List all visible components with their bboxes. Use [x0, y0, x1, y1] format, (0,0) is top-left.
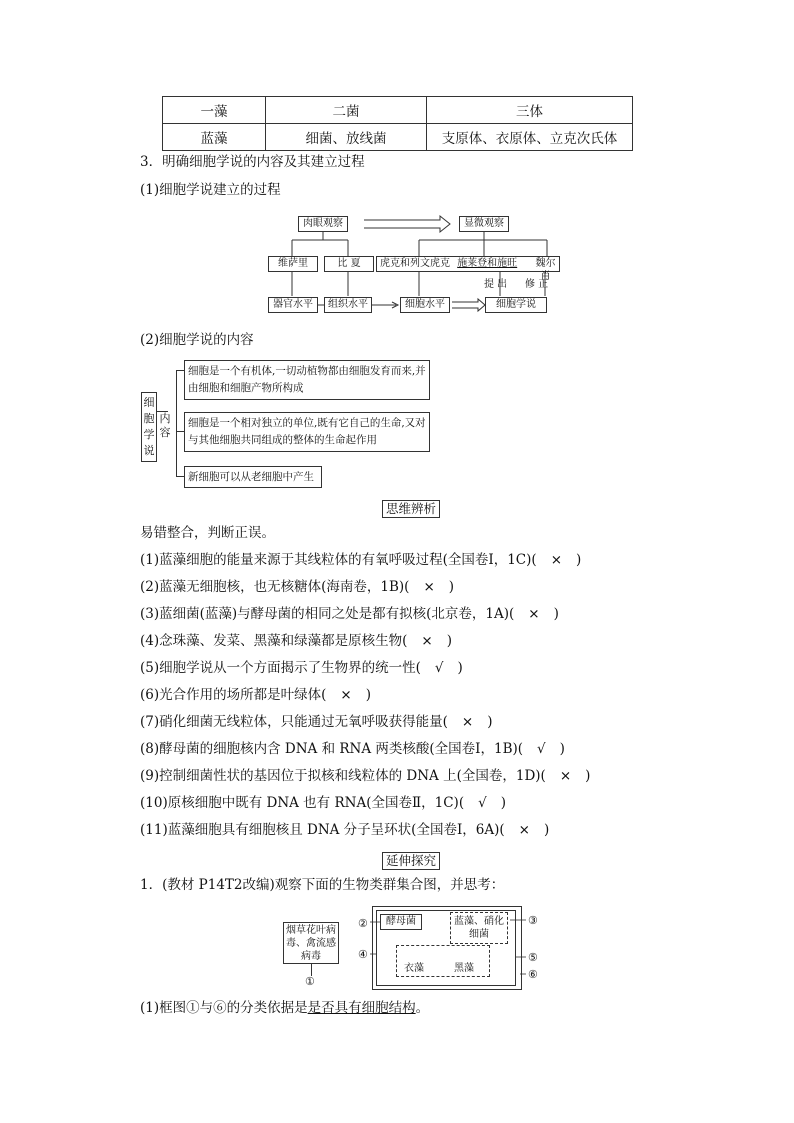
content-item-2: 细胞是一个相对独立的单位,既有它自己的生命,又对与其他细胞共同组成的整体的生命起作用 — [184, 412, 430, 452]
judgment-end: ) — [457, 660, 463, 676]
propose-label: 提 出 — [484, 279, 508, 290]
table-header: 二菌 — [266, 97, 427, 124]
judgment-end: ) — [553, 606, 559, 622]
judgment-end: ) — [446, 633, 452, 649]
judgment-item — [140, 605, 590, 632]
connector-line — [176, 431, 184, 432]
label-1: ① — [305, 975, 315, 988]
answer-prefix: (1)框图①与⑥的分类依据是 — [140, 1000, 308, 1016]
judgment-end: ) — [500, 795, 506, 811]
content-item-1: 细胞是一个有机体,一切动植物都由细胞发育而来,并由细胞和细胞产物所构成 — [184, 360, 430, 400]
judgment-mark: × — [559, 768, 572, 784]
judgment-end: ) — [585, 768, 591, 784]
virchow-box: 魏尔肖 — [532, 256, 560, 272]
label-3: ③ — [528, 914, 538, 927]
judgment-end: ) — [559, 741, 565, 757]
label-2: ② — [358, 917, 368, 930]
judgment-mark: × — [550, 552, 562, 568]
judgment-text: (8)酵母菌的细胞核内含 DNA 和 RNA 两类核酸(全国卷Ⅰ，1B)( — [140, 741, 524, 757]
judgment-text: (1)蓝藻细胞的能量来源于其线粒体的有氧呼吸过程(全国卷Ⅰ，1C)( — [140, 552, 537, 568]
vesalius-box: 维萨里 — [268, 256, 318, 272]
revise-label: 修 正 — [525, 279, 549, 290]
judgment-end: ) — [543, 822, 550, 838]
judgment-text: (2)蓝藻无细胞核，也无核糖体(海南卷，1B)( — [140, 579, 410, 595]
table-header: 一藻 — [163, 97, 266, 124]
connector-line — [176, 476, 184, 477]
scientists-box — [376, 256, 558, 272]
judgment-item — [140, 767, 590, 794]
hooke-label: 虎克和列文虎克 — [380, 258, 450, 269]
judgment-mark: × — [421, 633, 433, 649]
judgment-item — [140, 686, 590, 713]
thinking-intro: 易错整合，判断正误。 — [140, 525, 275, 541]
judgment-text: (9)控制细菌性状的基因位于拟核和线粒体的 DNA 上(全国卷，1D)( — [140, 768, 546, 784]
judgment-end: ) — [448, 579, 455, 595]
connector-line — [176, 370, 184, 371]
judgment-mark: × — [340, 687, 352, 703]
label-5: ⑤ — [528, 951, 538, 964]
judgment-text: (11)蓝藻细胞具有细胞核且 DNA 分子呈环状(全国卷Ⅰ，6A)( — [140, 822, 505, 838]
judgment-mark: × — [518, 822, 530, 838]
content-label: 内容 — [159, 412, 171, 439]
judgment-text: (6)光合作用的场所都是叶绿体( — [140, 687, 327, 703]
cell-theory-box: 细胞学说 — [485, 297, 547, 313]
judgment-item — [140, 551, 590, 578]
judgment-text: (7)硝化细菌无线粒体，只能通过无氧呼吸获得能量( — [140, 714, 448, 730]
organ-level-box: 器官水平 — [268, 297, 318, 313]
judgment-mark: √ — [537, 741, 546, 757]
section-title: 3．明确细胞学说的内容及其建立过程 — [140, 154, 365, 170]
table-header: 三体 — [427, 97, 633, 124]
judgment-end: ) — [365, 687, 371, 703]
judgment-end: ) — [576, 552, 582, 568]
judgment-item — [140, 659, 590, 686]
answer-1 — [140, 999, 429, 1017]
judgment-item — [140, 821, 590, 848]
tissue-level-box: 组织水平 — [324, 297, 372, 313]
cell-level-box: 细胞水平 — [400, 297, 450, 313]
judgment-text: (10)原核细胞中既有 DNA 也有 RNA(全国卷Ⅱ，1C)( — [140, 795, 465, 811]
flow-connectors — [0, 0, 794, 330]
label-4: ④ — [358, 948, 368, 961]
label-6: ⑥ — [528, 968, 538, 981]
schleiden-label: 施莱登和施旺 — [457, 258, 518, 269]
answer-end: 。 — [415, 1000, 430, 1016]
thinking-tag: 思维辨析 — [382, 500, 440, 518]
bichat-box: 比 夏 — [324, 256, 374, 272]
judgment-mark: √ — [478, 795, 487, 811]
virus-box: 烟草花叶病毒、禽流感病毒 — [283, 922, 339, 964]
yeast-box: 酵母菌 — [380, 914, 422, 930]
judgment-text: (3)蓝细菌(蓝藻)与酵母菌的相同之处是都有拟核(北京卷，1A)( — [140, 606, 515, 622]
judgment-mark: × — [528, 606, 540, 622]
judgment-item — [140, 632, 590, 659]
judgment-item — [140, 578, 590, 605]
judgment-text: (4)念珠藻、发菜、黑藻和绿藻都是原核生物( — [140, 633, 408, 649]
table-cell: 蓝藻 — [163, 124, 266, 151]
judgment-text: (5)细胞学说从一个方面揭示了生物界的统一性( — [140, 660, 421, 676]
prokaryote-box: 蓝藻、硝化细菌 — [450, 912, 508, 944]
extend-tag: 延伸探究 — [382, 852, 440, 870]
algae-1: 衣藻 — [404, 963, 424, 974]
subsection-title: (1)细胞学说建立的过程 — [140, 182, 281, 198]
judgment-mark: √ — [434, 660, 444, 676]
judgment-item — [140, 740, 590, 767]
table-cell: 支原体、衣原体、立克次氏体 — [427, 124, 633, 151]
naked-eye-box: 肉眼观察 — [298, 216, 348, 232]
question-1: 1．(教材 P14T2改编)观察下面的生物类群集合图，并思考： — [140, 877, 505, 893]
judgment-list — [140, 551, 590, 848]
table-cell: 细菌、放线菌 — [266, 124, 427, 151]
judgment-item — [140, 713, 590, 740]
label-leaders — [360, 905, 535, 985]
cell-theory-side-label: 细胞学说 — [141, 392, 157, 462]
algae-2: 黑藻 — [454, 963, 474, 974]
judgment-mark: × — [461, 714, 474, 730]
bracket-line — [176, 370, 177, 476]
content-item-3: 新细胞可以从老细胞中产生 — [184, 466, 322, 488]
judgment-end: ) — [487, 714, 493, 730]
microscope-box: 显微观察 — [459, 216, 509, 232]
answer-key: 是否具有细胞结构 — [307, 1000, 416, 1016]
judgment-item — [140, 794, 590, 821]
judgment-mark: × — [423, 579, 435, 595]
subsection-title: (2)细胞学说的内容 — [140, 332, 254, 348]
